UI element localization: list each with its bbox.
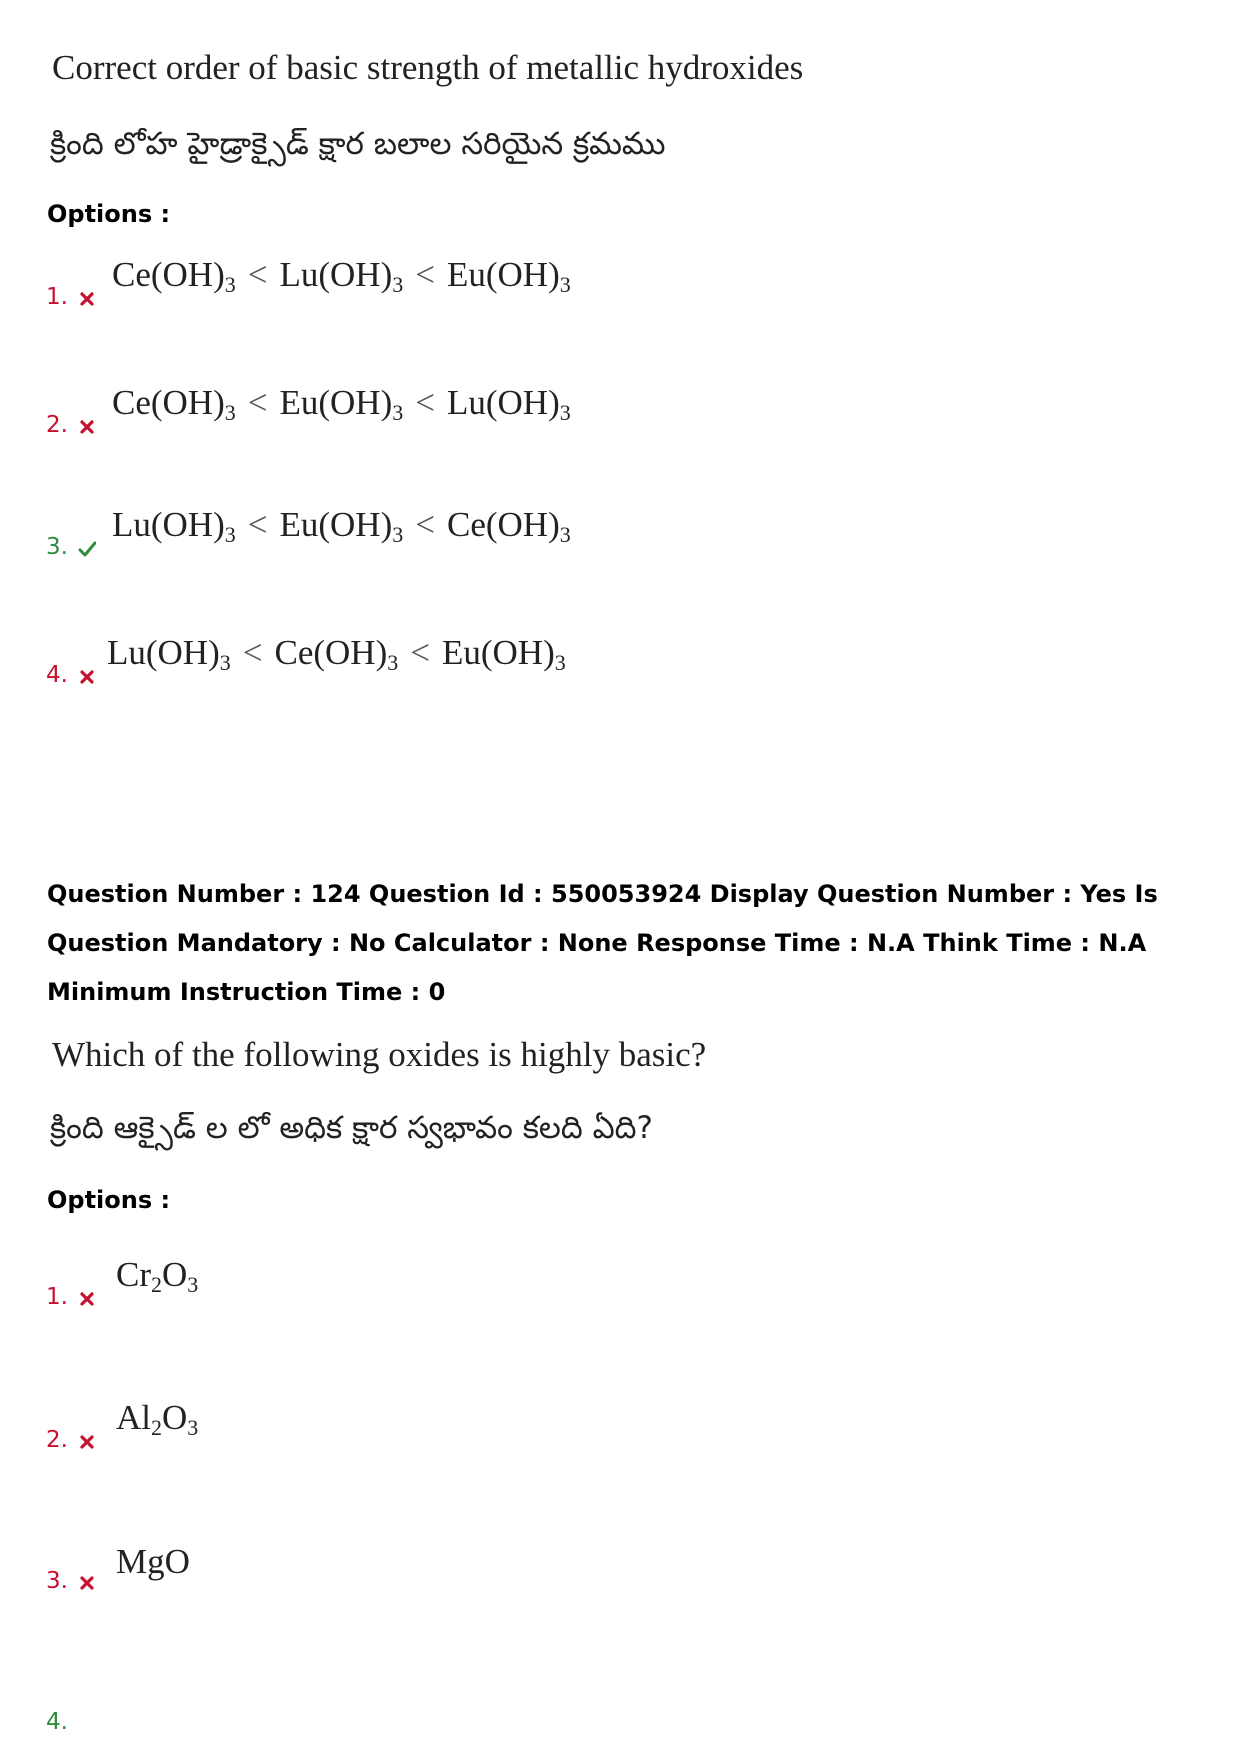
formula-subscript: 3 xyxy=(559,272,571,297)
less-than-sign: < xyxy=(415,383,435,422)
option-row[interactable] xyxy=(0,1534,1240,1594)
option-number: 4. xyxy=(46,1709,68,1735)
question-text-english: Correct order of basic strength of metallic hydroxides xyxy=(52,48,804,87)
formula-subscript: 3 xyxy=(554,650,566,675)
formula-subscript: 3 xyxy=(392,272,404,297)
formula-term: MgO xyxy=(116,1542,190,1581)
option-number: 1. xyxy=(46,284,68,310)
formula-subscript: 3 xyxy=(224,400,236,425)
option-number: 2. xyxy=(46,412,68,438)
formula-term: Ce(OH) xyxy=(447,505,560,544)
formula-term: Eu(OH) xyxy=(279,505,393,544)
option-formula xyxy=(116,1398,198,1441)
option-row[interactable] xyxy=(0,250,1240,310)
less-than-sign: < xyxy=(415,255,435,294)
formula-term: Eu(OH) xyxy=(442,633,555,672)
less-than-sign: < xyxy=(415,505,435,544)
cross-icon xyxy=(78,1290,96,1308)
question-metadata: Question Number : 124 Question Id : 550053924 Display Question Number : Yes Is Question Mandatory : No Calculator : None Response Time : N.A Think Time : N.A Minimum Instruction Time : 0 xyxy=(47,880,1158,1006)
cross-icon xyxy=(78,1433,96,1451)
option-row[interactable] xyxy=(0,1675,1240,1735)
formula-subscript: 2 xyxy=(151,1415,162,1440)
formula-term: Cr xyxy=(116,1255,151,1294)
options-label: Options : xyxy=(47,1186,171,1214)
option-row[interactable] xyxy=(0,1393,1240,1453)
option-formula xyxy=(116,1542,190,1582)
question-text-english: Which of the following oxides is highly basic? xyxy=(52,1035,707,1074)
option-row[interactable] xyxy=(0,628,1240,688)
less-than-sign: < xyxy=(247,255,268,294)
formula-subscript: 3 xyxy=(219,650,231,675)
cross-icon xyxy=(78,418,96,436)
cross-icon xyxy=(78,1574,96,1592)
option-number: 3. xyxy=(46,534,68,560)
formula-term: Ce(OH) xyxy=(112,383,225,422)
option-formula xyxy=(112,383,571,426)
option-row[interactable] xyxy=(0,1250,1240,1310)
formula-subscript: 3 xyxy=(187,1272,199,1297)
check-icon xyxy=(78,540,96,558)
options-label: Options : xyxy=(47,200,171,228)
formula-subscript: 3 xyxy=(224,272,236,297)
option-formula xyxy=(112,505,571,548)
formula-term: Lu(OH) xyxy=(447,383,560,422)
option-number: 3. xyxy=(46,1568,68,1594)
option-formula xyxy=(107,633,566,676)
less-than-sign: < xyxy=(247,505,268,544)
formula-subscript: 2 xyxy=(151,1272,162,1297)
formula-subscript: 3 xyxy=(387,650,399,675)
question-text-telugu: క్రింది ఆక్సైడ్ ల లో అధిక క్షార స్వభావం కలది ఏది? xyxy=(50,1110,653,1146)
formula-term: Al xyxy=(116,1398,151,1437)
less-than-sign: < xyxy=(410,633,430,672)
option-formula xyxy=(116,1255,198,1298)
option-number: 1. xyxy=(46,1284,68,1310)
less-than-sign: < xyxy=(247,383,268,422)
formula-term: Eu(OH) xyxy=(447,255,560,294)
cross-icon xyxy=(78,290,96,308)
formula-term: Eu(OH) xyxy=(279,383,393,422)
less-than-sign: < xyxy=(242,633,263,672)
option-number: 2. xyxy=(46,1427,68,1453)
formula-term: Ce(OH) xyxy=(274,633,388,672)
formula-subscript: 3 xyxy=(559,522,571,547)
option-row[interactable] xyxy=(0,500,1240,560)
formula-subscript: 3 xyxy=(392,522,404,547)
formula-term: Lu(OH) xyxy=(112,505,225,544)
formula-term: Lu(OH) xyxy=(107,633,220,672)
cross-icon xyxy=(78,668,96,686)
formula-term: Lu(OH) xyxy=(279,255,393,294)
formula-subscript: 3 xyxy=(187,1415,199,1440)
formula-subscript: 3 xyxy=(224,522,236,547)
formula-term: Ce(OH) xyxy=(112,255,225,294)
formula-term: O xyxy=(162,1398,188,1437)
formula-subscript: 3 xyxy=(392,400,404,425)
option-row[interactable] xyxy=(0,378,1240,438)
question-text-telugu: క్రింది లోహ హైడ్రాక్సైడ్ క్షార బలాల సరియైన క్రమము xyxy=(50,126,666,162)
formula-term: O xyxy=(162,1255,188,1294)
option-formula xyxy=(112,255,571,298)
option-number: 4. xyxy=(46,662,68,688)
formula-subscript: 3 xyxy=(559,400,571,425)
